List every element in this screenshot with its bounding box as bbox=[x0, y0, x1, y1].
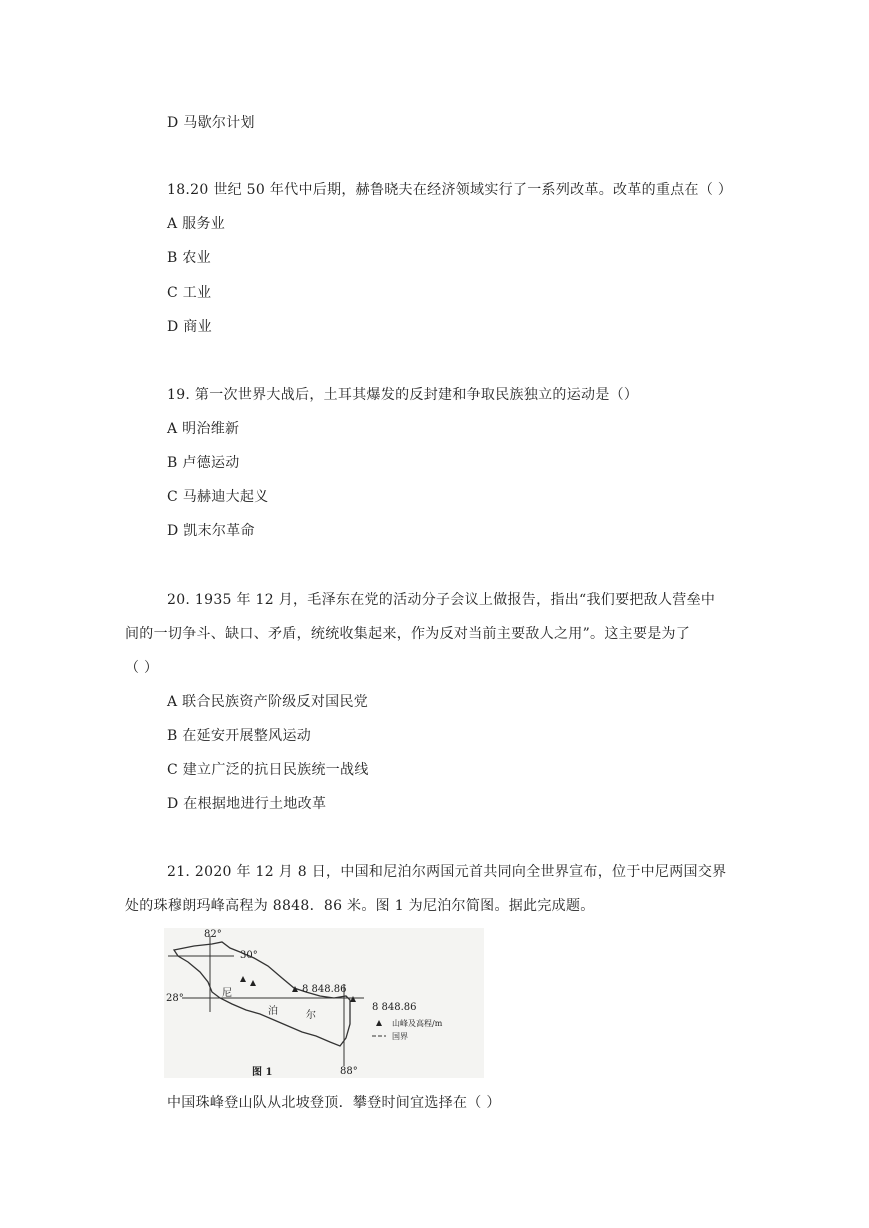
q20-stem-line1: 20. 1935 年 12 月，毛泽东在党的活动分子会议上做报告，指出“我们要把敌人营垒中 bbox=[167, 592, 716, 608]
label-po: 泊 bbox=[268, 1006, 278, 1017]
q20-option-b: B 在延安开展整风运动 bbox=[167, 728, 312, 744]
q20-stem-line3: （ ） bbox=[125, 660, 159, 676]
peak-icon bbox=[250, 980, 256, 986]
label-lon-82: 82° bbox=[204, 929, 222, 940]
label-er: 尔 bbox=[306, 1010, 316, 1021]
legend-peak-icon bbox=[376, 1020, 382, 1026]
q19-option-d: D 凯末尔革命 bbox=[167, 523, 255, 539]
label-ni: 尼 bbox=[222, 988, 232, 999]
label-lat-30: 30° bbox=[240, 950, 258, 961]
label-peak-height: 8 848.86 bbox=[302, 984, 347, 995]
q20-stem-line2: 间的一切争斗、缺口、矛盾，统统收集起来，作为反对当前主要敌人之用”。这主要是为了 bbox=[125, 626, 691, 642]
q21-sub-question: 中国珠峰登山队从北坡登顶．攀登时间宜选择在（ ） bbox=[167, 1095, 501, 1111]
label-lon-88: 88° bbox=[340, 1066, 358, 1077]
q21-stem-line2: 处的珠穆朗玛峰高程为 8848．86 米。图 1 为尼泊尔简图。据此完成题。 bbox=[125, 898, 595, 914]
q20-option-d: D 在根据地进行土地改革 bbox=[167, 796, 327, 812]
q18-option-d: D 商业 bbox=[167, 319, 212, 335]
legend-peak-label: 山峰及高程/m bbox=[392, 1019, 443, 1028]
nepal-map-figure bbox=[164, 928, 484, 1078]
q18-option-a: A 服务业 bbox=[167, 216, 226, 232]
figure-caption: 图 1 bbox=[252, 1067, 273, 1078]
q18-option-c: C 工业 bbox=[167, 285, 212, 301]
q19-option-b: B 卢德运动 bbox=[167, 455, 240, 471]
peak-icon bbox=[240, 976, 246, 982]
peak-icon bbox=[350, 996, 356, 1002]
legend-border-label: 国界 bbox=[392, 1032, 408, 1041]
q18-stem: 18.20 世纪 50 年代中后期，赫鲁晓夫在经济领域实行了一系列改革。改革的重点在（ ） bbox=[167, 182, 733, 198]
q18-option-b: B 农业 bbox=[167, 250, 211, 266]
legend-peak-value: 8 848.86 bbox=[372, 1002, 417, 1013]
q20-option-a: A 联合民族资产阶级反对国民党 bbox=[167, 694, 369, 710]
q19-option-c: C 马赫迪大起义 bbox=[167, 489, 269, 505]
q17-option-d: D 马歇尔计划 bbox=[167, 115, 255, 131]
nepal-map bbox=[164, 928, 484, 1078]
q21-stem-line1: 21. 2020 年 12 月 8 日，中国和尼泊尔两国元首共同向全世界宣布，位于中尼两国交界 bbox=[167, 864, 727, 880]
q20-option-c: C 建立广泛的抗日民族统一战线 bbox=[167, 762, 369, 778]
q19-stem: 19. 第一次世界大战后，土耳其爆发的反封建和争取民族独立的运动是（） bbox=[167, 387, 639, 403]
q19-option-a: A 明治维新 bbox=[167, 421, 240, 437]
label-lat-28: 28° bbox=[166, 993, 184, 1004]
